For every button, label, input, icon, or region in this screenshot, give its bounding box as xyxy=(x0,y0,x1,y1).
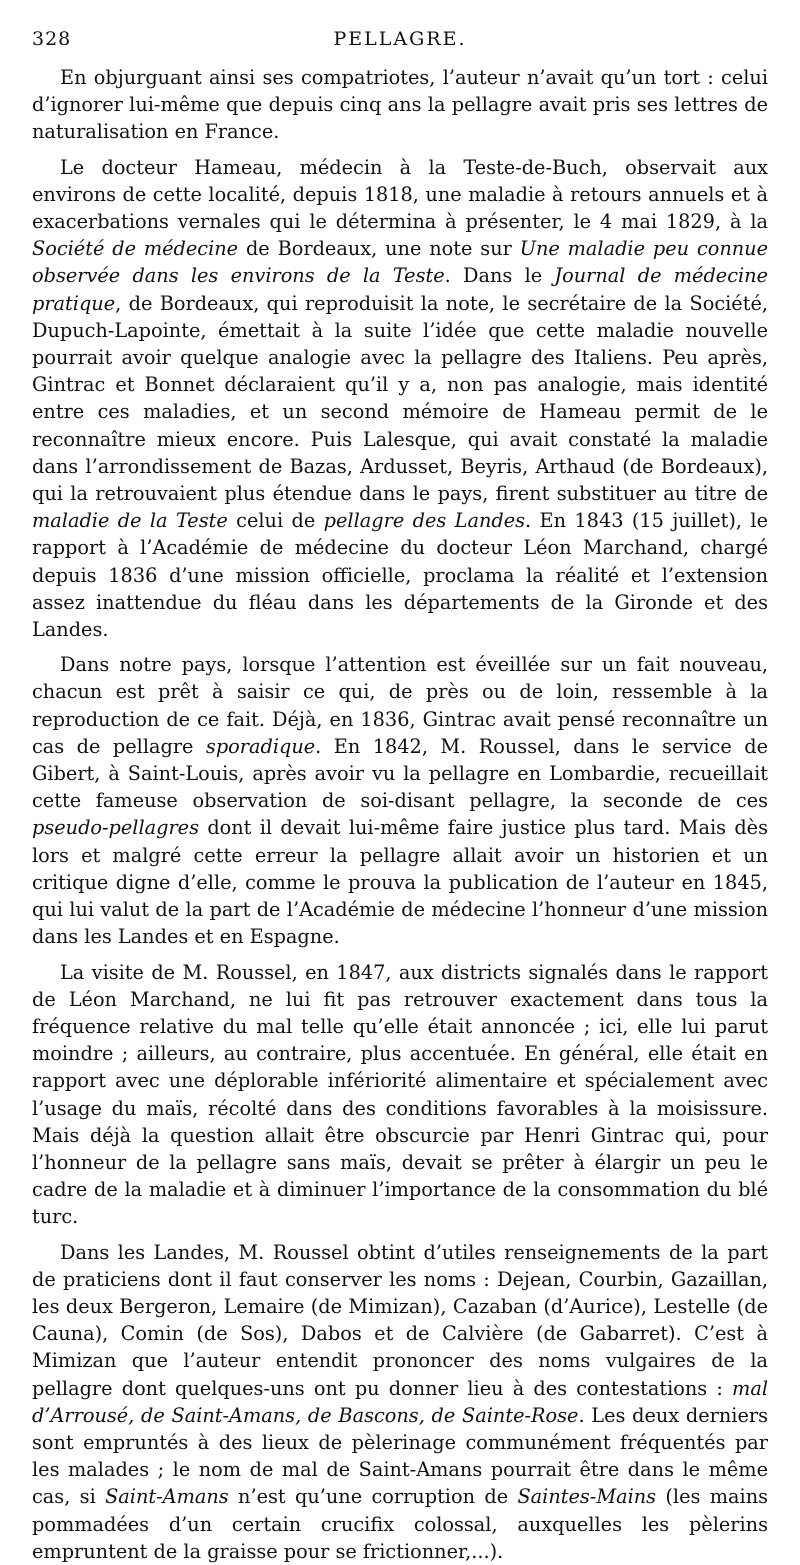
body-text xyxy=(32,64,768,1565)
paragraph xyxy=(32,1239,768,1565)
text-run: de Bordeaux, une note sur xyxy=(238,237,520,261)
italic-text: Une maladie peu connue observée dans les environs de la Teste xyxy=(32,237,768,288)
text-run: Dans les Landes, M. Roussel obtint d’utiles renseignements de la part de praticiens dont il faut conserver les noms : Dejean, Courbin, Gazaillan, les deux Bergeron, Lemaire (de Mimizan), Cazaban (d’Aurice), Lestelle (de Cauna), Comin (de Sos), Dabos et de Calvière (de Gabarret). C’est à Mimizan que l’auteur entendit prononcer des noms vulgaires de la pellagre dont quelques-uns ont pu donner lieu à des contestations : xyxy=(32,1240,768,1400)
text-run: Dans notre pays, lorsque l’attention est éveillée sur un fait nouveau, chacun est prêt à saisir ce qui, de près ou de loin, ressemble à la reproduction de ce fait. Déjà, en 1836, Gintrac avait pensé reconnaître un cas de pellagre xyxy=(32,653,768,758)
italic-text: Journal de médecine pratique xyxy=(32,264,768,315)
italic-text: Saint-Amans xyxy=(105,1485,229,1509)
italic-text: Société de médecine xyxy=(32,237,239,261)
text-run: n’est qu’une corruption de xyxy=(228,1485,518,1509)
page-header xyxy=(32,28,768,58)
text-run: dont il devait lui-même faire justice plus tard. Mais dès lors et malgré cette erreur la pellagre allait avoir un historien et un critique digne d’elle, comme le prouva la publication de l’auteur en 1845, qui lui valut de la part de l’Académie de médecine l’honneur d’une mission dans les Landes et en Espagne. xyxy=(32,816,768,949)
text-run: , de Bordeaux, qui reproduisit la note, le secrétaire de la Société, Dupuch-Lapointe, émettait à la suite l’idée que cette maladie nouvelle pourrait avoir quelque analogie avec la pellagre des Italiens. Peu après, Gintrac et Bonnet déclaraient qu’il y a, non pas analogie, mais identité entre ces maladies, et un second mémoire de Hameau permit de le reconnaître mieux encore. Puis Lalesque, qui avait constaté la maladie dans l’arrondissement de Bazas, Ardusset, Beyris, Arthaud (de Bordeaux), qui la retrouvaient plus étendue dans le pays, firent substituer au titre de xyxy=(32,291,768,506)
italic-text: maladie de la Teste xyxy=(32,509,228,533)
text-run: . Dans le xyxy=(444,264,555,288)
text-run: Le docteur Hameau, médecin à la Teste-de-Buch, observait aux environs de cette localité, depuis 1818, une maladie à retours annuels et à exacerbations vernales qui le détermina à présenter, le 4 mai 1829, à la xyxy=(32,155,768,234)
paragraph xyxy=(32,651,768,950)
italic-text: pseudo-pellagres xyxy=(32,816,199,840)
text-run: En objurguant ainsi ses compatriotes, l’auteur n’avait qu’un tort : celui d’ignorer lui-même que depuis cinq ans la pellagre avait pris ses lettres de naturalisation en France. xyxy=(32,66,768,144)
italic-text: pellagre des Landes xyxy=(323,509,526,533)
paragraph xyxy=(32,959,768,1231)
italic-text: Saintes-Mains xyxy=(517,1485,657,1509)
paragraph xyxy=(32,154,768,644)
text-run: . Les deux derniers sont empruntés à des lieux de pèlerinage communément fréquentés par les malades ; le nom de mal de Saint-Amans pourrait être dans le même cas, si xyxy=(32,1403,768,1509)
page-number: 328 xyxy=(32,28,72,50)
running-title: PELLAGRE. xyxy=(333,28,467,50)
paragraph xyxy=(32,64,768,146)
italic-text: sporadique xyxy=(205,734,316,758)
italic-text: mal d’Arrousé, de Saint-Amans, de Bascons, de Sainte-Rose xyxy=(32,1376,768,1427)
text-run: (les mains pommadées d’un certain crucifix colossal, auxquelles les pèlerins empruntent de la graisse pour se frictionner,...). xyxy=(32,1485,769,1563)
text-run: . En 1843 (15 juillet), le rapport à l’Académie de médecine du docteur Léon Marchand, chargé depuis 1836 d’une mission officielle, proclama la réalité et l’extension assez inattendue du fléau dans les départements de la Gironde et des Landes. xyxy=(32,509,768,642)
text-run: . En 1842, M. Roussel, dans le service de Gibert, à Saint-Louis, après avoir vu la pellagre en Lombardie, recueillait cette fameuse observation de soi-disant pellagre, la seconde de ces xyxy=(32,734,768,813)
text-run: La visite de M. Roussel, en 1847, aux districts signalés dans le rapport de Léon Marchand, ne lui fit pas retrouver exactement dans tous la fréquence relative du mal telle qu’elle était annoncée ; ici, elle lui parut moindre ; ailleurs, au contraire, plus accentuée. En général, elle était en rapport avec une déplorable infériorité alimentaire et spécialement avec l’usage du maïs, récolté dans des conditions favorables à la moisissure. Mais déjà la question allait être obscurcie par Henri Gintrac qui, pour l’honneur de la pellagre sans maïs, devait se prêter à élargir un peu le cadre de la maladie et à diminuer l’importance de la consommation du blé turc. xyxy=(32,960,768,1229)
text-run: celui de xyxy=(227,509,324,533)
